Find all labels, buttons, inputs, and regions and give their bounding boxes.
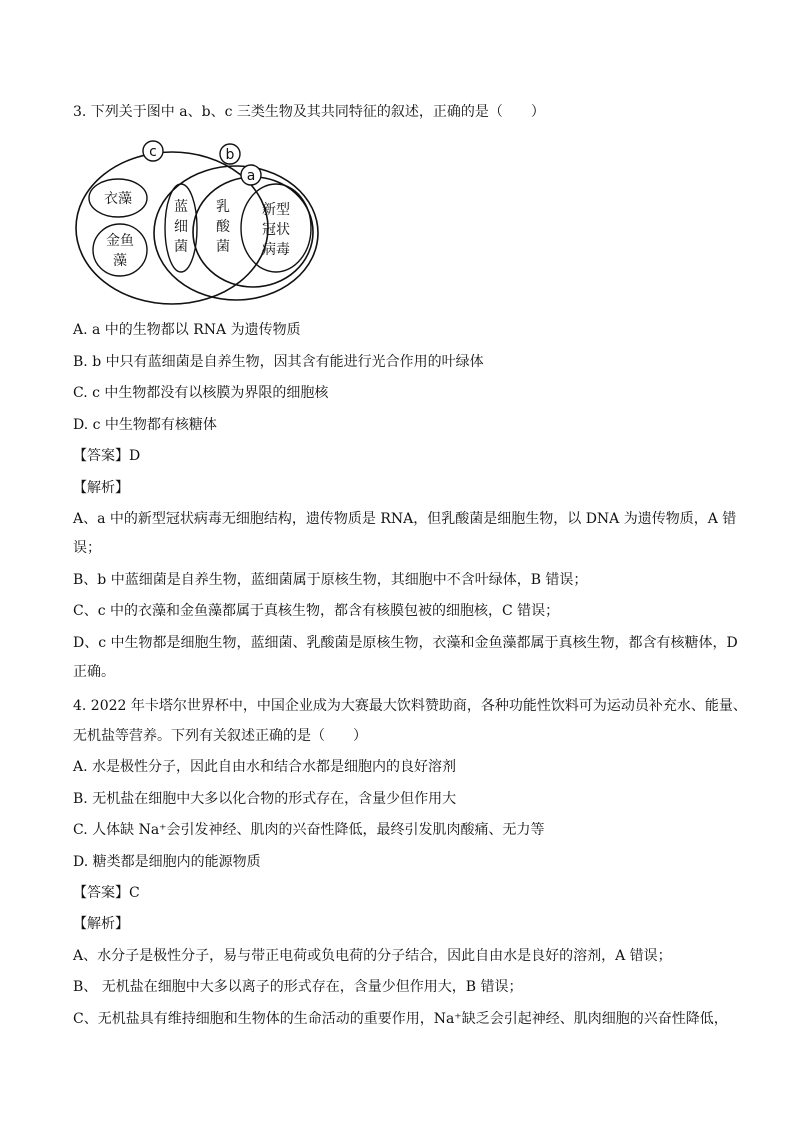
organism-rusuanjun-1: 乳 <box>216 199 230 215</box>
q3-analysis-line: 误； <box>73 540 101 556</box>
q4-option-a: A. 水是极性分子，因此自由水和结合水都是细胞内的良好溶剂 <box>73 759 457 775</box>
organism-virus-1: 新型 <box>262 202 290 218</box>
organism-virus-3: 病毒 <box>262 242 290 258</box>
q4-analysis-line: B、 无机盐在细胞中大多以离子的形式存在，含量少但作用大，B 错误； <box>73 979 523 995</box>
question-4-stem-cont: 无机盐等营养。下列有关叙述正确的是（ ） <box>73 728 367 744</box>
organism-lanxijun-2: 细 <box>174 219 188 235</box>
q4-option-c: C. 人体缺 Na⁺会引发神经、肌肉的兴奋性降低，最终引发肌肉酸痛、无力等 <box>73 822 545 838</box>
q4-option-b: B. 无机盐在细胞中大多以化合物的形式存在，含量少但作用大 <box>73 791 457 807</box>
label-a: a <box>246 168 256 184</box>
q4-analysis-line: A、水分子是极性分子，易与带正电荷或负电荷的分子结合，因此自由水是良好的溶剂，A 错误； <box>73 948 672 964</box>
question-4-stem: 4. 2022 年卡塔尔世界杯中，中国企业成为大赛最大饮料赞助商，各种功能性饮料可为运动员补充水、能量、 <box>73 698 747 714</box>
circle-a <box>193 177 313 287</box>
q3-analysis-line: 正确。 <box>73 664 115 680</box>
organism-virus-2: 冠状 <box>262 222 290 238</box>
q3-analysis-line: B、b 中蓝细菌是自养生物，蓝细菌属于原核生物，其细胞中不含叶绿体，B 错误； <box>73 572 588 588</box>
question-3-stem: 3. 下列关于图中 a、b、c 三类生物及其共同特征的叙述，正确的是（ ） <box>73 104 545 120</box>
organism-jinyuzao-line1: 金鱼 <box>106 233 134 249</box>
q3-option-c: C. c 中生物都没有以核膜为界限的细胞核 <box>73 385 329 401</box>
organism-lanxijun-3: 菌 <box>174 239 188 255</box>
q4-analysis-title: 【解析】 <box>73 916 129 932</box>
organism-rusuanjun-3: 菌 <box>216 239 230 255</box>
q4-analysis-line: C、无机盐具有维持细胞和生物体的生命活动的重要作用，Na⁺缺乏会引起神经、肌肉细胞的兴奋性降低， <box>73 1011 728 1027</box>
label-c: c <box>149 144 157 160</box>
q3-option-b: B. b 中只有蓝细菌是自养生物，因其含有能进行光合作用的叶绿体 <box>73 354 484 370</box>
q4-option-d: D. 糖类都是细胞内的能源物质 <box>73 854 261 870</box>
q3-answer: 【答案】D <box>73 448 141 464</box>
q4-answer: 【答案】C <box>73 885 140 901</box>
q3-option-d: D. c 中生物都有核糖体 <box>73 417 217 433</box>
organism-yizao: 衣藻 <box>104 191 132 207</box>
q3-analysis-line: A、a 中的新型冠状病毒无细胞结构，遗传物质是 RNA，但乳酸菌是细胞生物，以 DNA 为遗传物质，A 错 <box>73 511 737 527</box>
classification-venn-diagram <box>60 138 340 308</box>
organism-jinyuzao-line2: 藻 <box>113 253 127 269</box>
q3-analysis-title: 【解析】 <box>73 480 129 496</box>
organism-lanxijun-1: 蓝 <box>174 199 188 215</box>
label-b: b <box>225 147 235 163</box>
q3-analysis-line: D、c 中生物都是细胞生物，蓝细菌、乳酸菌是原核生物，衣藻和金鱼藻都属于真核生物，都含有核糖体，D <box>73 635 738 651</box>
q3-option-a: A. a 中的生物都以 RNA 为遗传物质 <box>73 322 301 338</box>
q3-analysis-line: C、c 中的衣藻和金鱼藻都属于真核生物，都含有核膜包被的细胞核，C 错误； <box>73 603 560 619</box>
organism-rusuanjun-2: 酸 <box>216 219 230 235</box>
